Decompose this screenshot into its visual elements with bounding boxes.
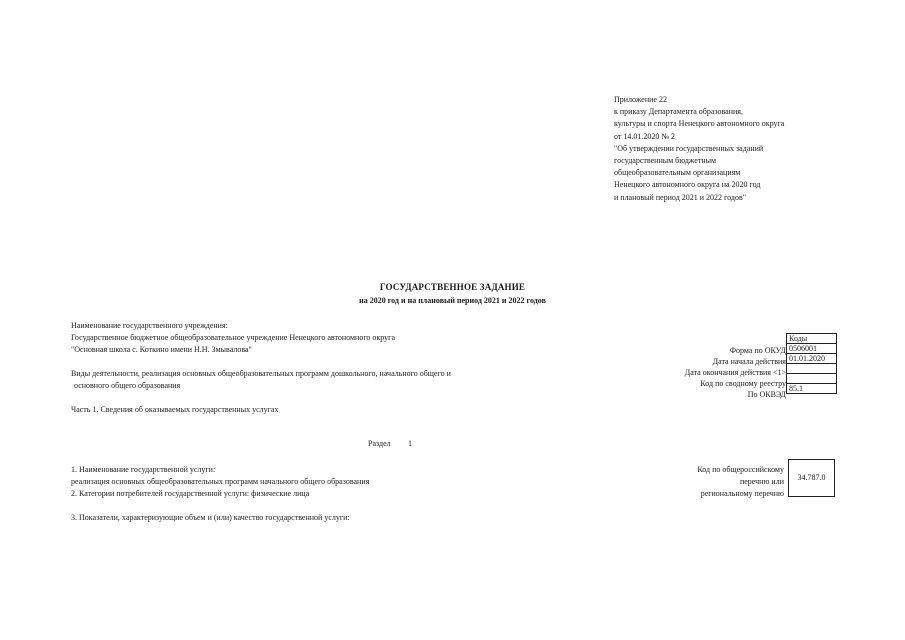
section-number: 1: [408, 439, 412, 448]
approval-line: культуры и спорта Ненецкого автономного округа: [614, 119, 785, 129]
approval-line: Приложение 22: [614, 95, 667, 104]
code-label-end-date: Дата окончания действия <1>: [684, 368, 786, 377]
code-label-registry: Код по сводному реестру: [700, 379, 786, 388]
codes-header: Коды: [787, 334, 837, 344]
institution-name-line1: Государственное бюджетное общеобразовательное учреждение Ненецкого автономного округа: [71, 333, 396, 342]
activity-line2: основного общего образования: [74, 381, 181, 390]
approval-line: общеобразовательным организациям: [614, 168, 741, 178]
code-value-okud: 0506001: [787, 344, 837, 354]
document-subtitle: на 2020 год и на плановый период 2021 и 2022 годов: [359, 296, 546, 305]
approval-line: и плановый период 2021 и 2022 годов": [614, 192, 747, 202]
service-name-value: реализация основных общеобразовательных программ начального общего образования: [71, 477, 370, 486]
code-value-end-date: [787, 364, 837, 374]
registry-code-box: [788, 459, 835, 497]
codes-table: [786, 333, 837, 394]
code-label-okved: По ОКВЭД: [747, 390, 786, 399]
consumer-category: 2. Категории потребителей государственной услуги: физические лица: [71, 489, 310, 498]
approval-line: к приказу Департамента образования,: [614, 107, 743, 117]
approval-line: Ненецкого автономного округа на 2020 год: [614, 180, 761, 190]
approval-line: от 14.01.2020 № 2: [614, 131, 676, 141]
code-label-start-date: Дата начала действия: [712, 357, 786, 366]
document-title: ГОСУДАРСТВЕННОЕ ЗАДАНИЕ: [379, 282, 526, 292]
code-value-okved: 85.1: [787, 384, 837, 394]
registry-label-line3: региональному перечню: [700, 489, 784, 498]
indicators-heading: 3. Показатели, характеризующие объем и (или) качество государственной услуги:: [71, 513, 350, 522]
part1-heading: Часть 1. Сведения об оказываемых государственных услугах: [71, 405, 279, 414]
code-label-okud: Форма по ОКУД: [729, 346, 786, 355]
registry-label-line2: перечню или: [739, 477, 784, 486]
institution-label: Наименование государственного учреждения:: [71, 321, 228, 330]
institution-name-line2: "Основная школа с. Коткино имени Н.Н. Змывалова": [71, 345, 252, 354]
approval-line: "Об утверждении государственных заданий: [614, 143, 764, 153]
approval-line: государственным бюджетным: [614, 156, 717, 166]
approval-block: [614, 94, 784, 204]
activity-line1: Виды деятельности, реализация основных общеобразовательных программ дошкольного, начального общего и: [71, 369, 451, 378]
registry-code-value: 34.787.0: [797, 473, 826, 482]
code-value-registry: [787, 374, 837, 384]
code-value-start-date: 01.01.2020: [787, 354, 837, 364]
registry-label-line1: Код по общероссийскому: [697, 465, 784, 474]
section-label: Раздел: [368, 439, 391, 448]
service-name-label: 1. Наименование государственной услуги:: [71, 465, 216, 474]
